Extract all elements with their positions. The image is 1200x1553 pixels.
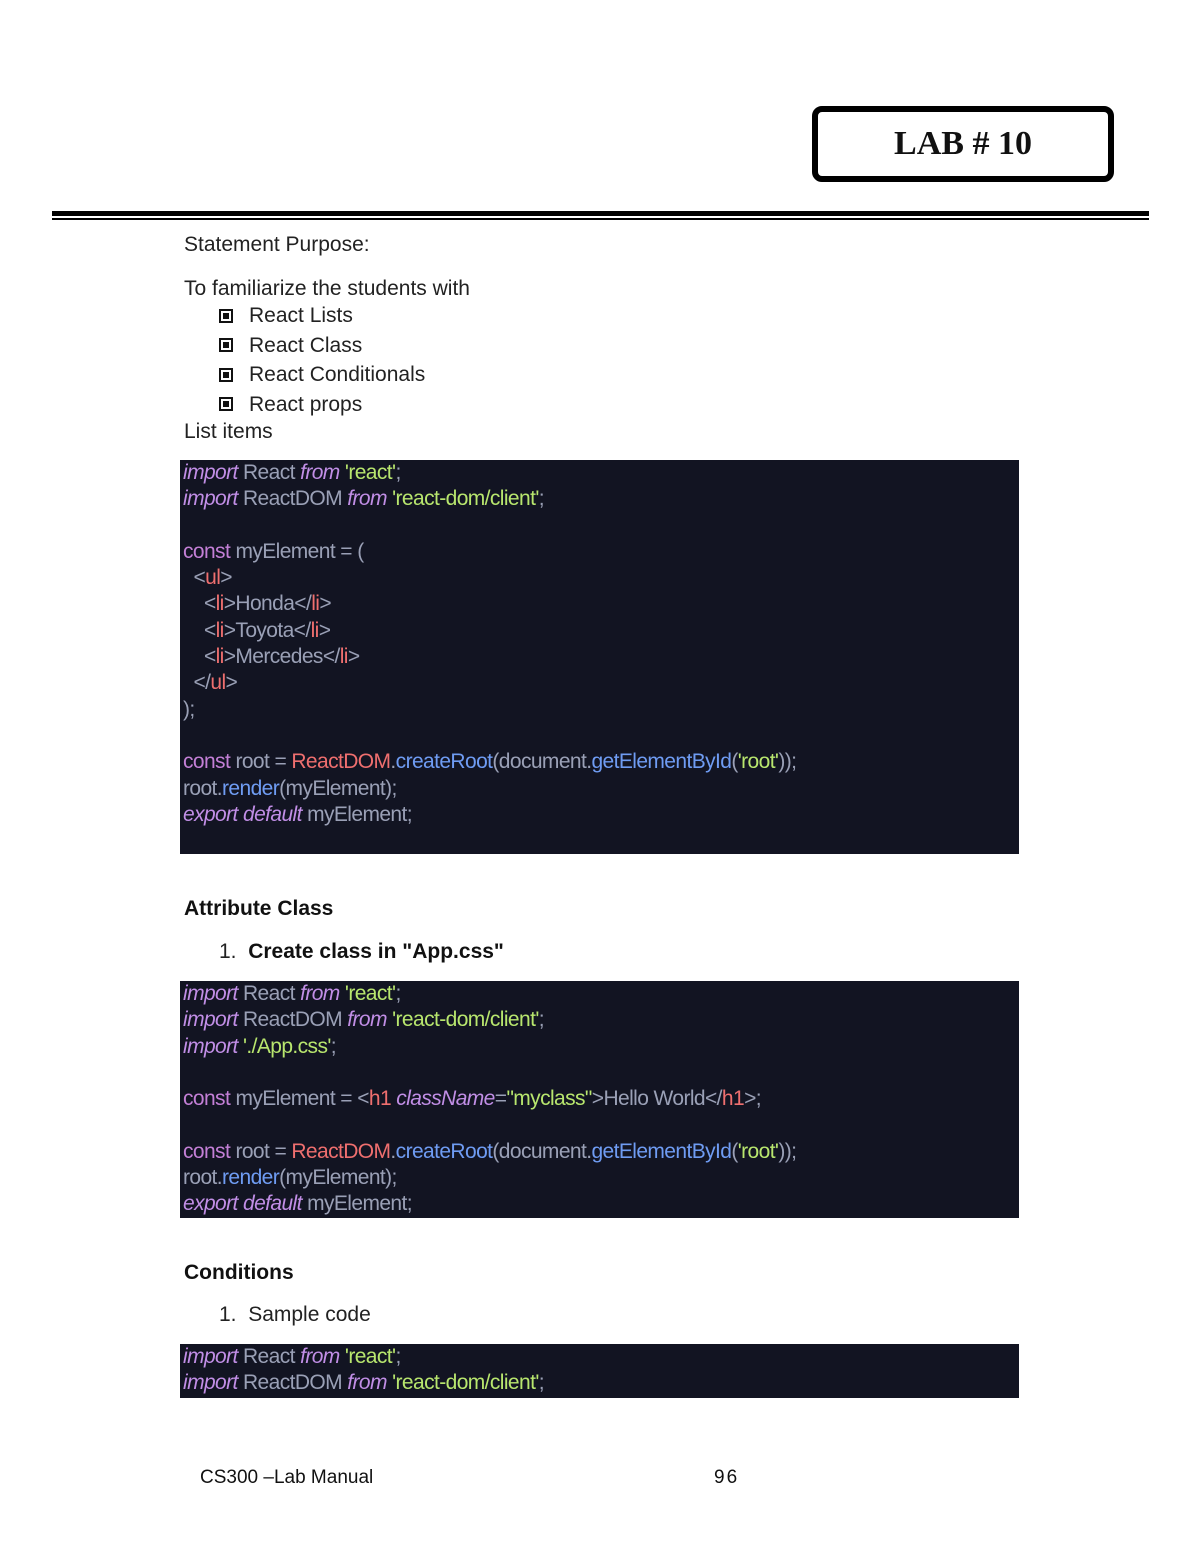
topic-item: React Lists [219,301,425,331]
code-token: . [390,750,396,774]
code-line [183,539,1019,565]
code-token: from [347,1008,387,1032]
code-block-list-items [180,460,1019,854]
code-token: li [310,618,319,642]
code-token: from [347,1371,387,1395]
code-token: ); [183,697,195,721]
step-number: 1. [219,940,237,963]
code-token: >Honda</ [223,592,312,616]
code-line [183,828,1019,854]
code-token: import [183,1345,238,1368]
checkbox-bullet-icon [219,309,233,323]
code-line [183,513,1019,539]
list-items-label: List items [184,420,273,443]
code-token: ; [538,1371,544,1395]
code-token: > [319,592,332,616]
topic-item: React Class [219,331,425,361]
code-token: ul [205,566,221,590]
code-token: >Mercedes</ [223,645,340,669]
code-token: 'react-dom/client' [386,1371,539,1395]
code-token: ReactDOM [237,1371,348,1395]
code-token: render [222,776,280,800]
attribute-class-heading: Attribute Class [184,897,334,920]
code-token: ; [395,1345,401,1368]
header-rule-thin [52,218,1149,220]
code-line [183,776,1019,802]
code-token: >; [744,1087,761,1111]
code-token: > [220,566,232,590]
statement-purpose-heading: Statement Purpose: [184,233,370,256]
code-token: < [183,566,206,590]
code-line [183,1086,1019,1112]
topic-item: React props [219,390,425,420]
code-line [183,565,1019,591]
code-token: import [183,1008,238,1032]
code-token: ; [538,487,544,511]
code-token: >Toyota</ [223,618,311,642]
code-token: 'react-dom/client' [386,1008,539,1032]
code-token: import [183,1371,238,1395]
code-token: myElement = ( [230,539,364,563]
code-token: getElementById [591,1139,732,1163]
code-token: li [215,618,224,642]
code-token: (document. [492,750,592,774]
code-token: from [300,461,340,484]
code-token: import [183,487,238,511]
code-token: > [318,618,331,642]
code-token: getElementById [591,750,732,774]
code-token: h1 [721,1087,745,1111]
code-token: > [225,671,238,695]
code-token: li [215,592,224,616]
code-token: ; [538,1008,544,1032]
code-block-attribute-class [180,981,1019,1218]
code-token: < [183,618,216,642]
code-token: h1 [368,1087,392,1111]
code-token: ReactDOM [291,750,391,774]
checkbox-bullet-icon [219,368,233,382]
step-number: 1. [219,1303,237,1326]
code-token: li [311,592,320,616]
code-token: ; [395,982,401,1005]
code-token: myElement; [301,1192,412,1216]
code-token: 'react-dom/client' [386,487,539,511]
code-token: root = [230,750,292,774]
header-rule-thick [52,211,1149,216]
code-line [183,670,1019,696]
code-token: 'root' [737,750,779,774]
code-token: myElement; [301,802,412,826]
code-token: >Hello World</ [591,1087,722,1111]
topic-item: React Conditionals [219,360,425,390]
code-token: root. [183,776,223,800]
code-token: li [339,645,348,669]
code-token: import [183,982,238,1005]
code-token: ( [731,750,738,774]
code-line [183,486,1019,512]
code-line [183,1344,1019,1370]
code-token: )); [778,750,797,774]
code-token: from [347,487,387,511]
code-line [183,1139,1019,1165]
code-token: (document. [492,1139,592,1163]
familiarize-text: To familiarize the students with [184,277,470,300]
code-token: 'react' [339,982,396,1005]
code-line [183,802,1019,828]
code-token: 'react' [339,1345,396,1368]
code-token: root. [183,1166,223,1190]
code-token: render [222,1166,280,1190]
code-line [183,1007,1019,1033]
code-token: ReactDOM [291,1139,391,1163]
lab-number-label: LAB # 10 [894,125,1032,162]
code-line [183,644,1019,670]
code-block-conditions [180,1344,1019,1398]
code-line [183,697,1019,723]
code-line [183,749,1019,775]
code-line [183,1060,1019,1086]
lab-number-box [812,106,1114,182]
code-token: const [183,1087,231,1111]
code-token: ; [330,1034,337,1058]
code-token: li [215,645,224,669]
code-token: from [300,1345,340,1368]
code-token: export default [183,1192,302,1216]
code-token: (myElement); [279,1166,397,1190]
code-token: ( [731,1139,738,1163]
code-line [183,1370,1019,1396]
code-line [183,618,1019,644]
code-line [183,1191,1019,1217]
code-line [183,723,1019,749]
code-token: from [300,982,340,1005]
footer-page-number: 96 [714,1467,740,1488]
checkbox-bullet-icon [219,338,233,352]
code-token: React [237,982,301,1005]
code-token: createRoot [395,1139,493,1163]
code-token: (myElement); [279,776,397,800]
code-token: React [237,461,301,484]
code-token: . [390,1139,396,1163]
code-token: export default [183,802,302,826]
step-text: Create class in "App.css" [248,940,504,963]
code-token: ul [210,671,226,695]
step-text: Sample code [248,1303,371,1326]
code-token: ReactDOM [237,1008,348,1032]
footer-manual-title: CS300 –Lab Manual [200,1467,374,1488]
code-token: = [494,1087,507,1111]
code-token: './App.css' [237,1034,331,1058]
code-token: const [183,1139,231,1163]
code-line [183,1034,1019,1060]
code-token: createRoot [395,750,493,774]
code-token: ReactDOM [237,487,348,511]
code-token: 'root' [737,1139,779,1163]
code-token: myElement = < [230,1087,369,1111]
code-token: import [183,1034,238,1058]
code-token: < [183,592,216,616]
conditions-heading: Conditions [184,1261,294,1284]
attribute-class-step [219,940,504,964]
conditions-step [219,1303,371,1327]
code-token: React [237,1345,301,1368]
code-line [183,981,1019,1007]
code-line [183,1165,1019,1191]
topics-list [219,301,425,419]
code-token: </ [183,671,211,695]
code-token: )); [778,1139,797,1163]
code-token: ; [395,461,401,484]
checkbox-bullet-icon [219,397,233,411]
code-token: "myclass" [506,1087,592,1111]
code-token: const [183,539,231,563]
code-token: import [183,461,238,484]
code-line [183,1112,1019,1138]
code-token: className [396,1087,495,1111]
code-token: const [183,750,231,774]
code-token: > [347,645,360,669]
code-token: < [183,645,216,669]
code-token: 'react' [339,461,396,484]
code-token: root = [230,1139,292,1163]
code-line [183,591,1019,617]
code-line [183,460,1019,486]
